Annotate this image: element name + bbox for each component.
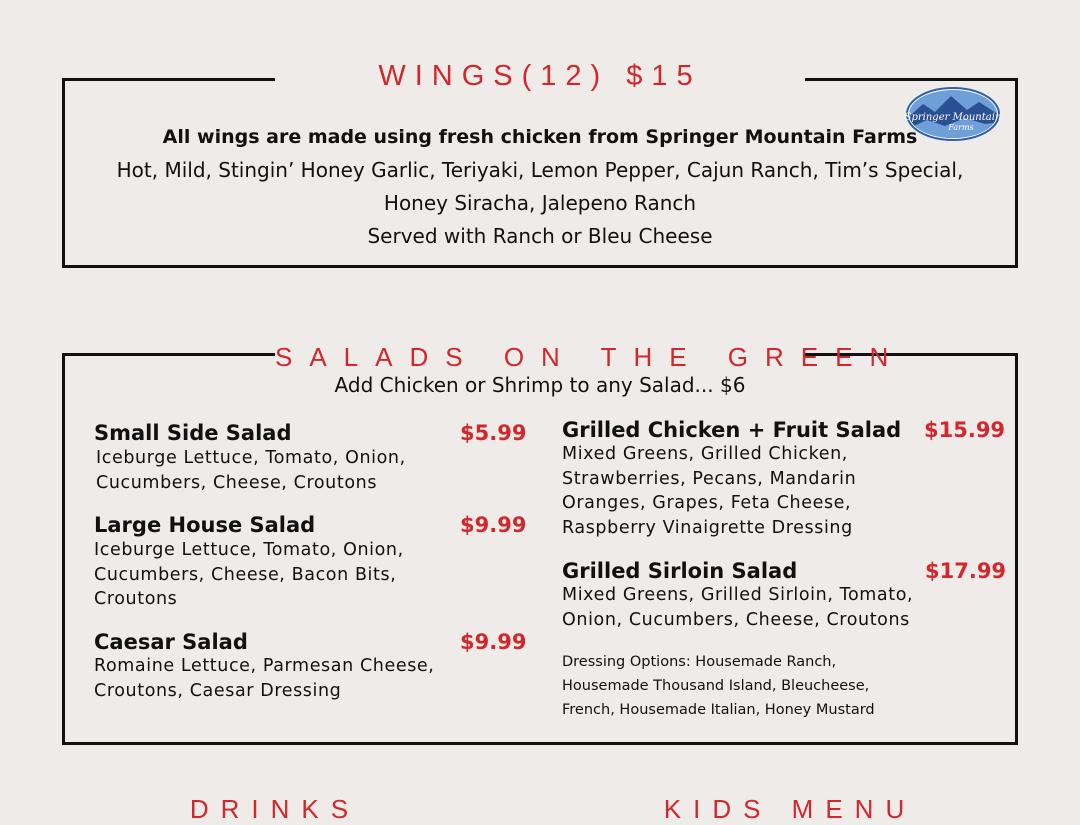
item-grilled-chicken-fruit-salad-desc: Mixed Greens, Grilled Chicken, Strawberries, Pecans, Mandarin Oranges, Grapes, Feta Cheese, Raspberry Vinaigrette Dressing — [562, 444, 857, 538]
svg-text:Springer Mountain: Springer Mountain — [905, 112, 1001, 123]
salads-subtitle: Add Chicken or Shrimp to any Salad... $6 — [334, 373, 746, 397]
item-grilled-chicken-fruit-salad-name: Grilled Chicken + Fruit Salad — [562, 418, 902, 442]
item-large-house-salad-name: Large House Salad — [94, 513, 316, 537]
wings-flavors-1: Hot, Mild, Stingin’ Honey Garlic, Teriyaki, Lemon Pepper, Cajun Ranch, Tim’s Special, — [116, 158, 964, 182]
dressing-options: Dressing Options: Housemade Ranch, Housemade Thousand Island, Bleucheese, French, Housemade Italian, Honey Mustard — [562, 654, 875, 718]
item-grilled-sirloin-salad-price: $17.99 — [925, 559, 1007, 583]
wings-intro: All wings are made using fresh chicken from Springer Mountain Farms — [162, 126, 918, 148]
item-large-house-salad-price: $9.99 — [460, 513, 527, 537]
item-large-house-salad-desc: Iceburge Lettuce, Tomato, Onion, Cucumbers, Cheese, Bacon Bits, Croutons — [94, 540, 404, 609]
item-caesar-salad-name: Caesar Salad — [94, 630, 248, 654]
item-grilled-sirloin-salad-desc: Mixed Greens, Grilled Sirloin, Tomato, Onion, Cucumbers, Cheese, Croutons — [562, 585, 914, 630]
wings-served: Served with Ranch or Bleu Cheese — [367, 224, 713, 248]
item-small-side-salad-price: $5.99 — [460, 421, 527, 445]
salads-title: SALADS ON THE GREEN — [275, 342, 906, 372]
item-caesar-salad-desc: Romaine Lettuce, Parmesan Cheese, Croutons, Caesar Dressing — [94, 656, 435, 701]
wings-flavors-2: Honey Siracha, Jalepeno Ranch — [383, 191, 697, 215]
kids-menu-title: KIDS MENU — [663, 794, 917, 824]
item-grilled-chicken-fruit-salad-price: $15.99 — [924, 418, 1006, 442]
svg-text:Farms: Farms — [948, 123, 974, 132]
item-small-side-salad-desc: Iceburge Lettuce, Tomato, Onion, Cucumbers, Cheese, Croutons — [96, 448, 406, 493]
item-caesar-salad-price: $9.99 — [460, 630, 527, 654]
drinks-title: DRINKS — [189, 794, 361, 824]
wings-title: WINGS(12) $15 — [275, 60, 805, 93]
item-grilled-sirloin-salad-name: Grilled Sirloin Salad — [562, 559, 798, 583]
item-small-side-salad-name: Small Side Salad — [94, 421, 292, 445]
